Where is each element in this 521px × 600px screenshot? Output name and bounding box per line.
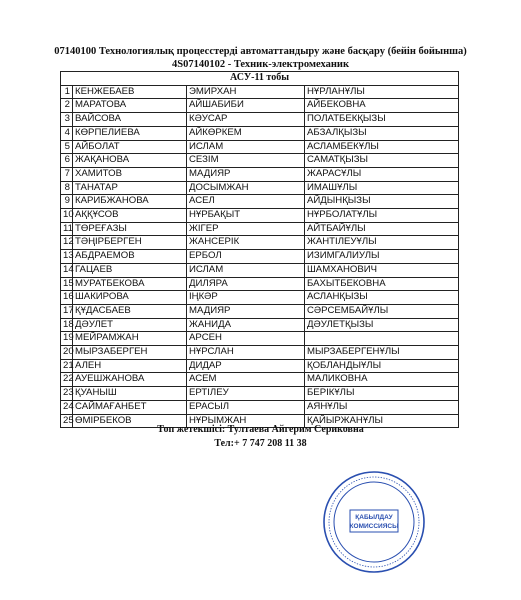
surname-cell: АУЕШЖАНОВА	[73, 373, 187, 387]
roster-body	[61, 85, 459, 428]
row-number: 22	[61, 373, 73, 387]
given-name-cell: МАДИЯР	[187, 167, 305, 181]
row-number: 17	[61, 304, 73, 318]
patronymic-cell: ҚАЙЫРЖАНҰЛЫ	[305, 414, 459, 428]
given-name-cell: АРСЕН	[187, 332, 305, 346]
seal-center-text-2: КОМИССИЯСЫ	[349, 523, 399, 530]
seal-outer-ring	[324, 472, 424, 572]
patronymic-cell: АЙБЕКОВНА	[305, 99, 459, 113]
surname-cell: ҚҰДАСБАЕВ	[73, 304, 187, 318]
table-row	[61, 222, 459, 236]
patronymic-cell: АЙТБАЙҰЛЫ	[305, 222, 459, 236]
surname-cell: ТАНАТАР	[73, 181, 187, 195]
surname-cell: ШАКИРОВА	[73, 291, 187, 305]
patronymic-cell: ИМАШҰЛЫ	[305, 181, 459, 195]
table-row	[61, 126, 459, 140]
table-row	[61, 195, 459, 209]
given-name-cell: КӘУСАР	[187, 113, 305, 127]
given-name-cell: ДИЛЯРА	[187, 277, 305, 291]
curator-line: Топ жетекшісі: Тултаева Айгерим Сериковна	[157, 424, 364, 435]
patronymic-cell: БАХЫТБЕКОВНА	[305, 277, 459, 291]
table-row	[61, 332, 459, 346]
surname-cell: МЫРЗАБЕРГЕН	[73, 346, 187, 360]
row-number: 19	[61, 332, 73, 346]
surname-cell: МАРАТОВА	[73, 99, 187, 113]
patronymic-cell: ЖАРАСҰЛЫ	[305, 167, 459, 181]
patronymic-cell: АБЗАЛҚЫЗЫ	[305, 126, 459, 140]
admissions-committee-seal	[322, 470, 426, 574]
given-name-cell: ИСЛАМ	[187, 140, 305, 154]
given-name-cell: НҰРЫМЖАН	[187, 414, 305, 428]
surname-cell: АЛЕН	[73, 359, 187, 373]
surname-cell: АҚҚҰСОВ	[73, 209, 187, 223]
surname-cell: ДӘУЛЕТ	[73, 318, 187, 332]
surname-cell: ГАЦАЕВ	[73, 263, 187, 277]
table-row	[61, 359, 459, 373]
table-row	[61, 318, 459, 332]
given-name-cell: НҰРБАҚЫТ	[187, 209, 305, 223]
row-number: 8	[61, 181, 73, 195]
patronymic-cell: ҚОБЛАНДЫҰЛЫ	[305, 359, 459, 373]
patronymic-cell: АЯНҰЛЫ	[305, 400, 459, 414]
patronymic-cell: АСЛАНҚЫЗЫ	[305, 291, 459, 305]
patronymic-cell: АЙДЫНҚЫЗЫ	[305, 195, 459, 209]
student-roster-table	[60, 71, 459, 428]
row-number: 15	[61, 277, 73, 291]
table-row	[61, 236, 459, 250]
table-row	[61, 181, 459, 195]
table-row	[61, 373, 459, 387]
phone-line: Тел:+ 7 747 208 11 38	[214, 438, 307, 449]
patronymic-cell: САМАТҚЫЗЫ	[305, 154, 459, 168]
patronymic-cell: АСЛАМБЕКҰЛЫ	[305, 140, 459, 154]
seal-dotted-ring	[329, 477, 419, 567]
given-name-cell: ДОСЫМЖАН	[187, 181, 305, 195]
table-row	[61, 209, 459, 223]
surname-cell: ХАМИТОВ	[73, 167, 187, 181]
surname-cell: МЕЙРАМЖАН	[73, 332, 187, 346]
table-row	[61, 400, 459, 414]
table-row	[61, 85, 459, 99]
given-name-cell: ДИДАР	[187, 359, 305, 373]
table-row	[61, 277, 459, 291]
row-number: 1	[61, 85, 73, 99]
given-name-cell: МАДИЯР	[187, 304, 305, 318]
table-row	[61, 250, 459, 264]
given-name-cell: АЙКӨРКЕМ	[187, 126, 305, 140]
surname-cell: ТӨРЕҒАЗЫ	[73, 222, 187, 236]
given-name-cell: ЕРБОЛ	[187, 250, 305, 264]
surname-cell: ТӘҢІРБЕРГЕН	[73, 236, 187, 250]
table-row	[61, 304, 459, 318]
surname-cell: МУРАТБЕКОВА	[73, 277, 187, 291]
given-name-cell: ИСЛАМ	[187, 263, 305, 277]
row-number: 6	[61, 154, 73, 168]
row-number: 3	[61, 113, 73, 127]
given-name-cell: ЕРАСЫЛ	[187, 400, 305, 414]
document-title-line-2: 4S07140102 - Техник-электромеханик	[171, 59, 350, 70]
row-number: 14	[61, 263, 73, 277]
row-number: 25	[61, 414, 73, 428]
surname-cell: КАРИБЖАНОВА	[73, 195, 187, 209]
row-number: 7	[61, 167, 73, 181]
patronymic-cell	[305, 332, 459, 346]
document-title-line-1: 07140100 Технологиялық процесстерді автоматтандыру және басқару (бейін бойынша)	[54, 46, 467, 57]
surname-cell: ӨМІРБЕКОВ	[73, 414, 187, 428]
surname-cell: АБДРАЕМОВ	[73, 250, 187, 264]
surname-cell: САЙМАҒАНБЕТ	[73, 400, 187, 414]
surname-cell: ВАЙСОВА	[73, 113, 187, 127]
table-row	[61, 263, 459, 277]
surname-cell: КЕНЖЕБАЕВ	[73, 85, 187, 99]
surname-cell: КӨРПЕЛИЕВА	[73, 126, 187, 140]
group-title-row	[61, 72, 459, 86]
row-number: 4	[61, 126, 73, 140]
given-name-cell: ЖАНСЕРІК	[187, 236, 305, 250]
patronymic-cell: МЫРЗАБЕРГЕНҰЛЫ	[305, 346, 459, 360]
patronymic-cell: СӘРСЕМБАЙҰЛЫ	[305, 304, 459, 318]
row-number: 2	[61, 99, 73, 113]
surname-cell: ЖАҚАНОВА	[73, 154, 187, 168]
given-name-cell: СЕЗІМ	[187, 154, 305, 168]
patronymic-cell: ПОЛАТБЕКҚЫЗЫ	[305, 113, 459, 127]
given-name-cell: АЙШАБИБИ	[187, 99, 305, 113]
given-name-cell: ЕРТІЛЕУ	[187, 387, 305, 401]
table-row	[61, 167, 459, 181]
surname-cell: ҚУАНЫШ	[73, 387, 187, 401]
patronymic-cell: ИЗИМГАЛИУЛЫ	[305, 250, 459, 264]
patronymic-cell: ЖАНТІЛЕУҰЛЫ	[305, 236, 459, 250]
patronymic-cell: НҰРБОЛАТҰЛЫ	[305, 209, 459, 223]
patronymic-cell: НҰРЛАНҰЛЫ	[305, 85, 459, 99]
group-title: АСУ-11 тобы	[61, 72, 459, 86]
row-number: 23	[61, 387, 73, 401]
given-name-cell: АСЕЛ	[187, 195, 305, 209]
patronymic-cell: ШАМХАНОВИЧ	[305, 263, 459, 277]
row-number: 13	[61, 250, 73, 264]
given-name-cell: ЖІГЕР	[187, 222, 305, 236]
table-row	[61, 346, 459, 360]
seal-inner-ring	[334, 482, 414, 562]
table-row	[61, 99, 459, 113]
seal-center-text-1: ҚАБЫЛДАУ	[355, 514, 393, 521]
patronymic-cell: МАЛИКОВНА	[305, 373, 459, 387]
row-number: 21	[61, 359, 73, 373]
row-number: 20	[61, 346, 73, 360]
patronymic-cell: БЕРІКҰЛЫ	[305, 387, 459, 401]
row-number: 11	[61, 222, 73, 236]
row-number: 9	[61, 195, 73, 209]
table-row	[61, 140, 459, 154]
table-row	[61, 154, 459, 168]
row-number: 10	[61, 209, 73, 223]
given-name-cell: ЭМИРХАН	[187, 85, 305, 99]
row-number: 16	[61, 291, 73, 305]
row-number: 12	[61, 236, 73, 250]
patronymic-cell: ДӘУЛЕТҚЫЗЫ	[305, 318, 459, 332]
given-name-cell: ЖАНИДА	[187, 318, 305, 332]
row-number: 24	[61, 400, 73, 414]
table-row	[61, 291, 459, 305]
given-name-cell: НҰРСЛАН	[187, 346, 305, 360]
row-number: 18	[61, 318, 73, 332]
surname-cell: АЙБОЛАТ	[73, 140, 187, 154]
given-name-cell: ІҢКӘР	[187, 291, 305, 305]
given-name-cell: АСЕМ	[187, 373, 305, 387]
table-row	[61, 387, 459, 401]
table-row	[61, 113, 459, 127]
row-number: 5	[61, 140, 73, 154]
